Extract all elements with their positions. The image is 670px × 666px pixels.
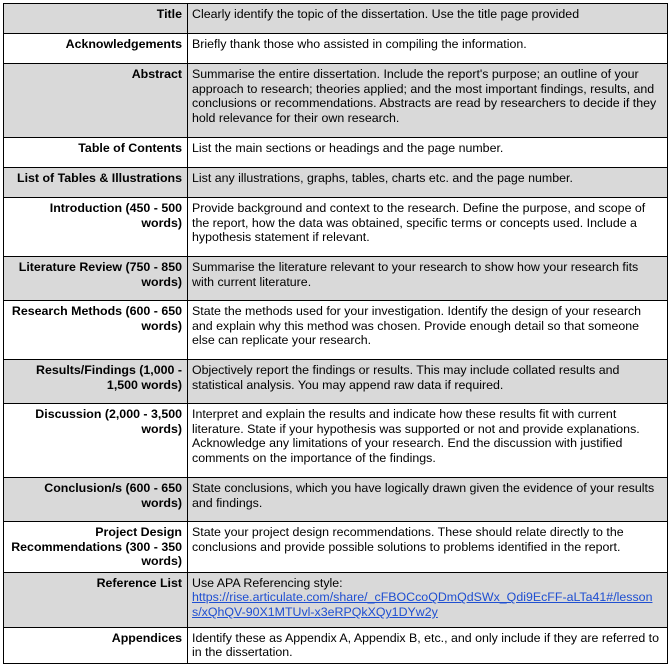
section-description: List the main sections or headings and the page number. bbox=[188, 138, 668, 168]
section-description: Identify these as Appendix A, Appendix B, etc., and only include if they are referred to in the dissertation. bbox=[188, 627, 668, 663]
table-row bbox=[4, 478, 668, 522]
table-row bbox=[4, 301, 668, 360]
table-row bbox=[4, 4, 668, 34]
section-label: Title bbox=[4, 4, 188, 34]
section-label: Abstract bbox=[4, 64, 188, 138]
table-row bbox=[4, 257, 668, 301]
section-label: Research Methods (600 - 650 words) bbox=[4, 301, 188, 360]
reference-style-text: Use APA Referencing style: bbox=[192, 575, 343, 590]
section-label: Reference List bbox=[4, 572, 188, 627]
section-label: Results/Findings (1,000 - 1,500 words) bbox=[4, 360, 188, 404]
table-row bbox=[4, 198, 668, 257]
table-row bbox=[4, 168, 668, 198]
section-label: Conclusion/s (600 - 650 words) bbox=[4, 478, 188, 522]
section-description: State the methods used for your investigation. Identify the design of your research and explain why this method was chosen. Provide enough detail so that someone else can replicate your research. bbox=[188, 301, 668, 360]
section-description: List any illustrations, graphs, tables, charts etc. and the page number. bbox=[188, 168, 668, 198]
table-row bbox=[4, 360, 668, 404]
section-label: Table of Contents bbox=[4, 138, 188, 168]
table-row bbox=[4, 522, 668, 573]
table-row bbox=[4, 404, 668, 478]
section-description bbox=[188, 572, 668, 627]
table-row bbox=[4, 138, 668, 168]
apa-referencing-link[interactable]: https://rise.articulate.com/share/_cFBOCcoQDmQdSWx_Qdi9EcFF-aLTa41#/lessons/xQhQV-90X1MTUvl-x3eRPQkXQy1DYw2y bbox=[192, 590, 653, 619]
section-label: Project Design Recommendations (300 - 350 words) bbox=[4, 522, 188, 573]
section-description: Summarise the entire dissertation. Include the report's purpose; an outline of your approach to research; theories applied; and the most important findings, results, and conclusions or recommendations. Abstracts are read by researchers to decide if they hold relevance for their own research. bbox=[188, 64, 668, 138]
section-description: Objectively report the findings or results. This may include collated results and statistical analysis. You may append raw data if required. bbox=[188, 360, 668, 404]
section-label: Acknowledgements bbox=[4, 34, 188, 64]
section-description: State conclusions, which you have logically drawn given the evidence of your results and findings. bbox=[188, 478, 668, 522]
section-description: Briefly thank those who assisted in compiling the information. bbox=[188, 34, 668, 64]
section-description: State your project design recommendations. These should relate directly to the conclusions and provide possible solutions to problems identified in the report. bbox=[188, 522, 668, 573]
section-description: Clearly identify the topic of the dissertation. Use the title page provided bbox=[188, 4, 668, 34]
section-label: Appendices bbox=[4, 627, 188, 663]
section-description: Provide background and context to the research. Define the purpose, and scope of the report, how the data was obtained, specific terms or concepts used. Include a hypothesis statement if relevant. bbox=[188, 198, 668, 257]
section-description: Summarise the literature relevant to your research to show how your research fits with current literature. bbox=[188, 257, 668, 301]
section-label: Literature Review (750 - 850 words) bbox=[4, 257, 188, 301]
section-label: List of Tables & Illustrations bbox=[4, 168, 188, 198]
section-label: Discussion (2,000 - 3,500 words) bbox=[4, 404, 188, 478]
table-row bbox=[4, 627, 668, 663]
table-row bbox=[4, 572, 668, 627]
table-row bbox=[4, 64, 668, 138]
section-description: Interpret and explain the results and indicate how these results fit with current literature. State if your hypothesis was supported or not and provide explanations. Acknowledge any limitations of your research. End the discussion with justified comments on the importance of the findings. bbox=[188, 404, 668, 478]
section-label: Introduction (450 - 500 words) bbox=[4, 198, 188, 257]
dissertation-structure-table bbox=[3, 3, 668, 664]
table-row bbox=[4, 34, 668, 64]
